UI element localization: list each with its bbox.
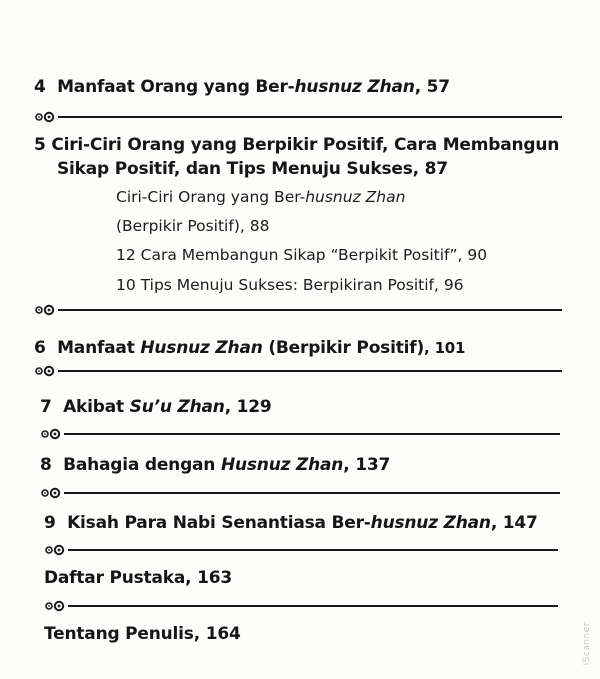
chapter-page: , 129 <box>224 397 272 417</box>
divider-rule <box>68 549 558 551</box>
toc-entry-ch5-line2: Sikap Positif, dan Tips Menuju Sukses, 87 <box>57 159 448 179</box>
scroll-ornament-icon <box>40 487 64 499</box>
chapter-title-italic: husnuz Zhan <box>294 77 415 97</box>
scroll-ornament-icon <box>34 111 58 123</box>
toc-subentry <box>116 187 405 207</box>
toc-entry-ch7 <box>40 396 272 418</box>
scroll-ornament-icon <box>44 544 68 556</box>
chapter-title-italic: Husnuz Zhan <box>140 338 263 358</box>
chapter-title-italic: Su’u Zhan <box>129 397 225 417</box>
chapter-title: Bahagia dengan <box>63 455 221 475</box>
scroll-ornament-icon <box>34 304 58 316</box>
chapter-divider <box>40 428 560 440</box>
toc-subentry: 12 Cara Membangun Sikap “Berpikit Positif”, 90 <box>116 246 488 264</box>
scroll-ornament-icon <box>40 428 64 440</box>
subentry-text: Ciri-Ciri Orang yang Ber- <box>116 188 306 206</box>
chapter-number: 8 <box>40 455 52 475</box>
chapter-divider <box>34 304 562 316</box>
divider-rule <box>58 309 562 311</box>
toc-entry-ch8 <box>40 454 390 476</box>
subentry-italic: husnuz Zhan <box>305 188 406 206</box>
chapter-title: Manfaat <box>57 338 141 358</box>
chapter-title: Manfaat Orang yang Ber- <box>57 77 295 97</box>
toc-entry-bibliography: Daftar Pustaka, 163 <box>44 568 232 588</box>
chapter-title-italic: Husnuz Zhan <box>220 455 344 475</box>
chapter-page: , 57 <box>414 77 450 97</box>
toc-entry-about-author: Tentang Penulis, 164 <box>44 624 241 644</box>
chapter-divider <box>44 544 558 556</box>
divider-rule <box>58 116 562 118</box>
chapter-page: , 147 <box>490 513 538 533</box>
scroll-ornament-icon <box>44 600 68 612</box>
chapter-divider <box>44 600 558 612</box>
chapter-number: 7 <box>40 397 52 417</box>
scroll-ornament-icon <box>34 365 58 377</box>
divider-rule <box>68 605 558 607</box>
chapter-title-italic: husnuz Zhan <box>370 513 491 533</box>
toc-subentry: (Berpikir Positif), 88 <box>116 217 270 235</box>
chapter-page: , 101 <box>424 339 466 357</box>
scanner-watermark: iScanner <box>582 621 592 665</box>
chapter-number: 9 <box>44 513 56 533</box>
chapter-number: 4 <box>34 77 46 97</box>
chapter-page: , 137 <box>343 455 391 475</box>
chapter-divider <box>34 365 562 377</box>
chapter-divider <box>34 111 562 123</box>
toc-entry-ch9 <box>44 512 538 534</box>
divider-rule <box>64 492 560 494</box>
chapter-title-rest: (Berpikir Positif) <box>262 338 425 358</box>
toc-entry-ch6 <box>34 337 465 359</box>
chapter-title: Akibat <box>63 397 130 417</box>
chapter-number: 6 <box>34 338 46 358</box>
chapter-title: Kisah Para Nabi Senantiasa Ber- <box>67 513 371 533</box>
chapter-divider <box>40 487 560 499</box>
divider-rule <box>64 433 560 435</box>
toc-subentry: 10 Tips Menuju Sukses: Berpikiran Positif, 96 <box>116 276 464 294</box>
toc-entry-ch5-line1: 5 Ciri-Ciri Orang yang Berpikir Positif, Cara Membangun <box>34 135 560 155</box>
toc-entry-ch4 <box>34 76 450 98</box>
divider-rule <box>58 370 562 372</box>
